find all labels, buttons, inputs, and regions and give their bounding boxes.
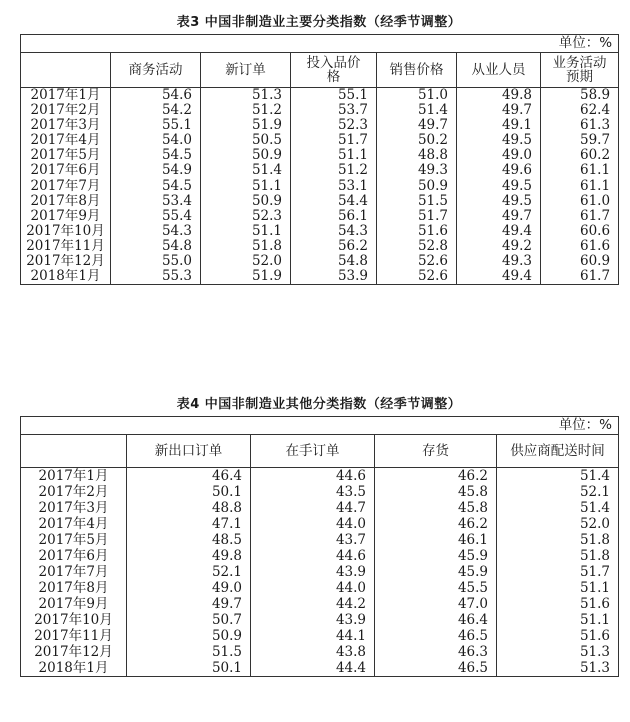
table4-value-cell: 51.3 bbox=[497, 660, 619, 677]
table3-date-cell: 2017年3月 bbox=[21, 118, 111, 133]
table3-date-cell: 2017年8月 bbox=[21, 194, 111, 209]
table4-unit: 单位：% bbox=[21, 417, 619, 435]
table3-value-cell: 51.1 bbox=[201, 224, 291, 239]
table4-value-cell: 46.2 bbox=[375, 516, 497, 532]
table4-value-cell: 45.8 bbox=[375, 500, 497, 516]
table3-row bbox=[21, 118, 619, 133]
table3-value-cell: 56.2 bbox=[291, 239, 377, 254]
table3-date-cell: 2017年6月 bbox=[21, 163, 111, 178]
table4-value-cell: 49.0 bbox=[127, 580, 251, 596]
table4-value-cell: 44.6 bbox=[251, 468, 375, 485]
table3-value-cell: 49.4 bbox=[457, 224, 541, 239]
table3-value-cell: 49.3 bbox=[377, 163, 457, 178]
table4-value-cell: 51.8 bbox=[497, 532, 619, 548]
table4-value-cell: 52.1 bbox=[127, 564, 251, 580]
table3-date-cell: 2017年4月 bbox=[21, 133, 111, 148]
table3-row bbox=[21, 224, 619, 239]
table3-value-cell: 51.2 bbox=[291, 163, 377, 178]
table4-value-cell: 51.8 bbox=[497, 548, 619, 564]
table4-date-cell: 2017年11月 bbox=[21, 628, 127, 644]
table3-row bbox=[21, 194, 619, 209]
table3-value-cell: 49.5 bbox=[457, 194, 541, 209]
table3-value-cell: 62.4 bbox=[541, 103, 619, 118]
table3-block bbox=[20, 12, 618, 285]
table4-value-cell: 44.2 bbox=[251, 596, 375, 612]
table3-title: 表3 中国非制造业主要分类指数（经季节调整） bbox=[176, 15, 462, 30]
table4-value-cell: 45.5 bbox=[375, 580, 497, 596]
table3-header-new-orders: 新订单 bbox=[201, 53, 291, 88]
table3-date-cell: 2017年2月 bbox=[21, 103, 111, 118]
table4-row bbox=[21, 548, 619, 564]
table3-value-cell: 54.3 bbox=[111, 224, 201, 239]
table4-value-cell: 52.0 bbox=[497, 516, 619, 532]
table4-value-cell: 45.9 bbox=[375, 564, 497, 580]
table3-value-cell: 51.2 bbox=[201, 103, 291, 118]
table4-row bbox=[21, 612, 619, 628]
table3-value-cell: 49.7 bbox=[377, 118, 457, 133]
table4-date-cell: 2017年10月 bbox=[21, 612, 127, 628]
table4-value-cell: 50.1 bbox=[127, 484, 251, 500]
table4-header-blank bbox=[21, 435, 127, 468]
table4-value-cell: 51.1 bbox=[497, 580, 619, 596]
table3-value-cell: 61.3 bbox=[541, 118, 619, 133]
table3-value-cell: 54.4 bbox=[291, 194, 377, 209]
table3-date-cell: 2018年1月 bbox=[21, 269, 111, 285]
table3-value-cell: 51.9 bbox=[201, 269, 291, 285]
table3-value-cell: 55.1 bbox=[111, 118, 201, 133]
table3-value-cell: 61.7 bbox=[541, 209, 619, 224]
table4-header-new-export-orders: 新出口订单 bbox=[127, 435, 251, 468]
table3-value-cell: 49.6 bbox=[457, 163, 541, 178]
table4-date-cell: 2017年2月 bbox=[21, 484, 127, 500]
table3-value-cell: 54.5 bbox=[111, 179, 201, 194]
table4-value-cell: 46.4 bbox=[127, 468, 251, 485]
table3-value-cell: 52.8 bbox=[377, 239, 457, 254]
table4-value-cell: 43.8 bbox=[251, 644, 375, 660]
table3-header-sales-prices: 销售价格 bbox=[377, 53, 457, 88]
table4-value-cell: 51.3 bbox=[497, 644, 619, 660]
table4-value-cell: 44.6 bbox=[251, 548, 375, 564]
table3-value-cell: 55.0 bbox=[111, 254, 201, 269]
table3-date-cell: 2017年5月 bbox=[21, 148, 111, 163]
table3-value-cell: 54.2 bbox=[111, 103, 201, 118]
table4-value-cell: 48.8 bbox=[127, 500, 251, 516]
table3-value-cell: 52.3 bbox=[201, 209, 291, 224]
table3-row bbox=[21, 163, 619, 178]
table4-value-cell: 44.4 bbox=[251, 660, 375, 677]
table4-value-cell: 44.7 bbox=[251, 500, 375, 516]
table3-value-cell: 48.8 bbox=[377, 148, 457, 163]
table4-date-cell: 2017年9月 bbox=[21, 596, 127, 612]
table4-value-cell: 50.1 bbox=[127, 660, 251, 677]
table3-header-blank bbox=[21, 53, 111, 88]
table3-row bbox=[21, 148, 619, 163]
table3-row bbox=[21, 239, 619, 254]
table4-value-cell: 49.8 bbox=[127, 548, 251, 564]
table4-value-cell: 46.1 bbox=[375, 532, 497, 548]
table4-value-cell: 47.1 bbox=[127, 516, 251, 532]
table4-value-cell: 51.4 bbox=[497, 468, 619, 485]
table4-date-cell: 2017年3月 bbox=[21, 500, 127, 516]
table3-row bbox=[21, 254, 619, 269]
table4-date-cell: 2017年12月 bbox=[21, 644, 127, 660]
table4-value-cell: 51.1 bbox=[497, 612, 619, 628]
table4-value-cell: 46.2 bbox=[375, 468, 497, 485]
table3-row bbox=[21, 133, 619, 148]
table4-value-cell: 47.0 bbox=[375, 596, 497, 612]
table4-value-cell: 46.4 bbox=[375, 612, 497, 628]
table3-value-cell: 51.8 bbox=[201, 239, 291, 254]
table4-value-cell: 52.1 bbox=[497, 484, 619, 500]
table3-date-cell: 2017年7月 bbox=[21, 179, 111, 194]
table4-value-cell: 43.9 bbox=[251, 564, 375, 580]
table3-value-cell: 49.1 bbox=[457, 118, 541, 133]
table3-row bbox=[21, 269, 619, 285]
table3-value-cell: 54.0 bbox=[111, 133, 201, 148]
table4-value-cell: 45.8 bbox=[375, 484, 497, 500]
table3-date-cell: 2017年11月 bbox=[21, 239, 111, 254]
table4-value-cell: 44.0 bbox=[251, 516, 375, 532]
table4-date-cell: 2017年5月 bbox=[21, 532, 127, 548]
table4-row bbox=[21, 468, 619, 485]
table4-row bbox=[21, 644, 619, 660]
table4-value-cell: 51.5 bbox=[127, 644, 251, 660]
table4-value-cell: 50.7 bbox=[127, 612, 251, 628]
table3-value-cell: 60.6 bbox=[541, 224, 619, 239]
table3-value-cell: 50.9 bbox=[201, 194, 291, 209]
table3-value-cell: 51.7 bbox=[377, 209, 457, 224]
table3-value-cell: 50.9 bbox=[201, 148, 291, 163]
table4-value-cell: 45.9 bbox=[375, 548, 497, 564]
table3-value-cell: 51.5 bbox=[377, 194, 457, 209]
table4-value-cell: 50.9 bbox=[127, 628, 251, 644]
table3-value-cell: 50.9 bbox=[377, 179, 457, 194]
table3-value-cell: 49.4 bbox=[457, 269, 541, 285]
table4-date-cell: 2017年7月 bbox=[21, 564, 127, 580]
table4-date-cell: 2018年1月 bbox=[21, 660, 127, 677]
table4-value-cell: 43.9 bbox=[251, 612, 375, 628]
table3-row bbox=[21, 88, 619, 104]
table3-value-cell: 49.8 bbox=[457, 88, 541, 104]
table4-value-cell: 44.0 bbox=[251, 580, 375, 596]
table4-value-cell: 43.5 bbox=[251, 484, 375, 500]
table3-value-cell: 50.5 bbox=[201, 133, 291, 148]
table3-value-cell: 54.9 bbox=[111, 163, 201, 178]
table4-header-supplier-delivery-time: 供应商配送时间 bbox=[497, 435, 619, 468]
table4-row bbox=[21, 564, 619, 580]
table4-value-cell: 46.5 bbox=[375, 660, 497, 677]
table3-value-cell: 55.3 bbox=[111, 269, 201, 285]
table3-value-cell: 54.3 bbox=[291, 224, 377, 239]
table3-value-cell: 49.5 bbox=[457, 133, 541, 148]
table4 bbox=[20, 416, 619, 677]
table3-date-cell: 2017年12月 bbox=[21, 254, 111, 269]
table3-header-employment: 从业人员 bbox=[457, 53, 541, 88]
table4-date-cell: 2017年8月 bbox=[21, 580, 127, 596]
table4-value-cell: 51.6 bbox=[497, 628, 619, 644]
table3-value-cell: 61.0 bbox=[541, 194, 619, 209]
table3-row bbox=[21, 103, 619, 118]
table3-row bbox=[21, 179, 619, 194]
table4-row bbox=[21, 596, 619, 612]
table3-value-cell: 49.7 bbox=[457, 209, 541, 224]
table4-value-cell: 43.7 bbox=[251, 532, 375, 548]
table4-value-cell: 51.4 bbox=[497, 500, 619, 516]
table4-value-cell: 46.3 bbox=[375, 644, 497, 660]
table4-header-row bbox=[21, 435, 619, 468]
table3-value-cell: 52.0 bbox=[201, 254, 291, 269]
table4-title: 表4 中国非制造业其他分类指数（经季节调整） bbox=[176, 397, 462, 412]
table3-value-cell: 51.0 bbox=[377, 88, 457, 104]
table3-value-cell: 60.2 bbox=[541, 148, 619, 163]
table3-value-cell: 55.4 bbox=[111, 209, 201, 224]
table3-value-cell: 54.5 bbox=[111, 148, 201, 163]
table4-row bbox=[21, 628, 619, 644]
table3-value-cell: 54.8 bbox=[291, 254, 377, 269]
table3-date-cell: 2017年9月 bbox=[21, 209, 111, 224]
table3-value-cell: 61.1 bbox=[541, 179, 619, 194]
table4-block bbox=[20, 394, 618, 677]
table3-value-cell: 51.9 bbox=[201, 118, 291, 133]
table4-value-cell: 46.5 bbox=[375, 628, 497, 644]
table3-value-cell: 49.2 bbox=[457, 239, 541, 254]
table4-value-cell: 51.6 bbox=[497, 596, 619, 612]
table3-value-cell: 51.7 bbox=[291, 133, 377, 148]
table4-row bbox=[21, 580, 619, 596]
table3-value-cell: 53.1 bbox=[291, 179, 377, 194]
table3-value-cell: 49.0 bbox=[457, 148, 541, 163]
table3-value-cell: 53.4 bbox=[111, 194, 201, 209]
table3-value-cell: 61.6 bbox=[541, 239, 619, 254]
table3-value-cell: 61.1 bbox=[541, 163, 619, 178]
table4-row bbox=[21, 484, 619, 500]
table3-value-cell: 60.9 bbox=[541, 254, 619, 269]
table3-value-cell: 52.3 bbox=[291, 118, 377, 133]
table3-date-cell: 2017年10月 bbox=[21, 224, 111, 239]
table3-header-business-activity: 商务活动 bbox=[111, 53, 201, 88]
table3-value-cell: 49.7 bbox=[457, 103, 541, 118]
table3-value-cell: 51.1 bbox=[291, 148, 377, 163]
table3-value-cell: 49.3 bbox=[457, 254, 541, 269]
table3-value-cell: 59.7 bbox=[541, 133, 619, 148]
table3-value-cell: 51.4 bbox=[377, 103, 457, 118]
table4-value-cell: 51.7 bbox=[497, 564, 619, 580]
table3-header-input-prices: 投入品价格 bbox=[291, 53, 377, 88]
table3-value-cell: 61.7 bbox=[541, 269, 619, 285]
table3-date-cell: 2017年1月 bbox=[21, 88, 111, 104]
table3-value-cell: 52.6 bbox=[377, 254, 457, 269]
table3-value-cell: 51.3 bbox=[201, 88, 291, 104]
table4-date-cell: 2017年1月 bbox=[21, 468, 127, 485]
table3 bbox=[20, 34, 619, 285]
table3-unit: 单位：% bbox=[21, 35, 619, 53]
table3-value-cell: 56.1 bbox=[291, 209, 377, 224]
table3-value-cell: 54.6 bbox=[111, 88, 201, 104]
table4-date-cell: 2017年4月 bbox=[21, 516, 127, 532]
table4-row bbox=[21, 500, 619, 516]
table4-row bbox=[21, 532, 619, 548]
table3-value-cell: 51.4 bbox=[201, 163, 291, 178]
table3-value-cell: 58.9 bbox=[541, 88, 619, 104]
table3-value-cell: 55.1 bbox=[291, 88, 377, 104]
table4-row bbox=[21, 516, 619, 532]
table3-header-business-expectations: 业务活动预期 bbox=[541, 53, 619, 88]
table3-value-cell: 53.9 bbox=[291, 269, 377, 285]
table4-header-inventory: 存货 bbox=[375, 435, 497, 468]
table3-value-cell: 54.8 bbox=[111, 239, 201, 254]
table3-value-cell: 51.1 bbox=[201, 179, 291, 194]
table3-value-cell: 51.6 bbox=[377, 224, 457, 239]
table3-header-row bbox=[21, 53, 619, 88]
table4-value-cell: 49.7 bbox=[127, 596, 251, 612]
table3-value-cell: 50.2 bbox=[377, 133, 457, 148]
table4-value-cell: 48.5 bbox=[127, 532, 251, 548]
table3-row bbox=[21, 209, 619, 224]
table3-value-cell: 53.7 bbox=[291, 103, 377, 118]
table3-value-cell: 49.5 bbox=[457, 179, 541, 194]
table4-row bbox=[21, 660, 619, 677]
table4-value-cell: 44.1 bbox=[251, 628, 375, 644]
table3-value-cell: 52.6 bbox=[377, 269, 457, 285]
table4-header-backlog-orders: 在手订单 bbox=[251, 435, 375, 468]
table4-date-cell: 2017年6月 bbox=[21, 548, 127, 564]
